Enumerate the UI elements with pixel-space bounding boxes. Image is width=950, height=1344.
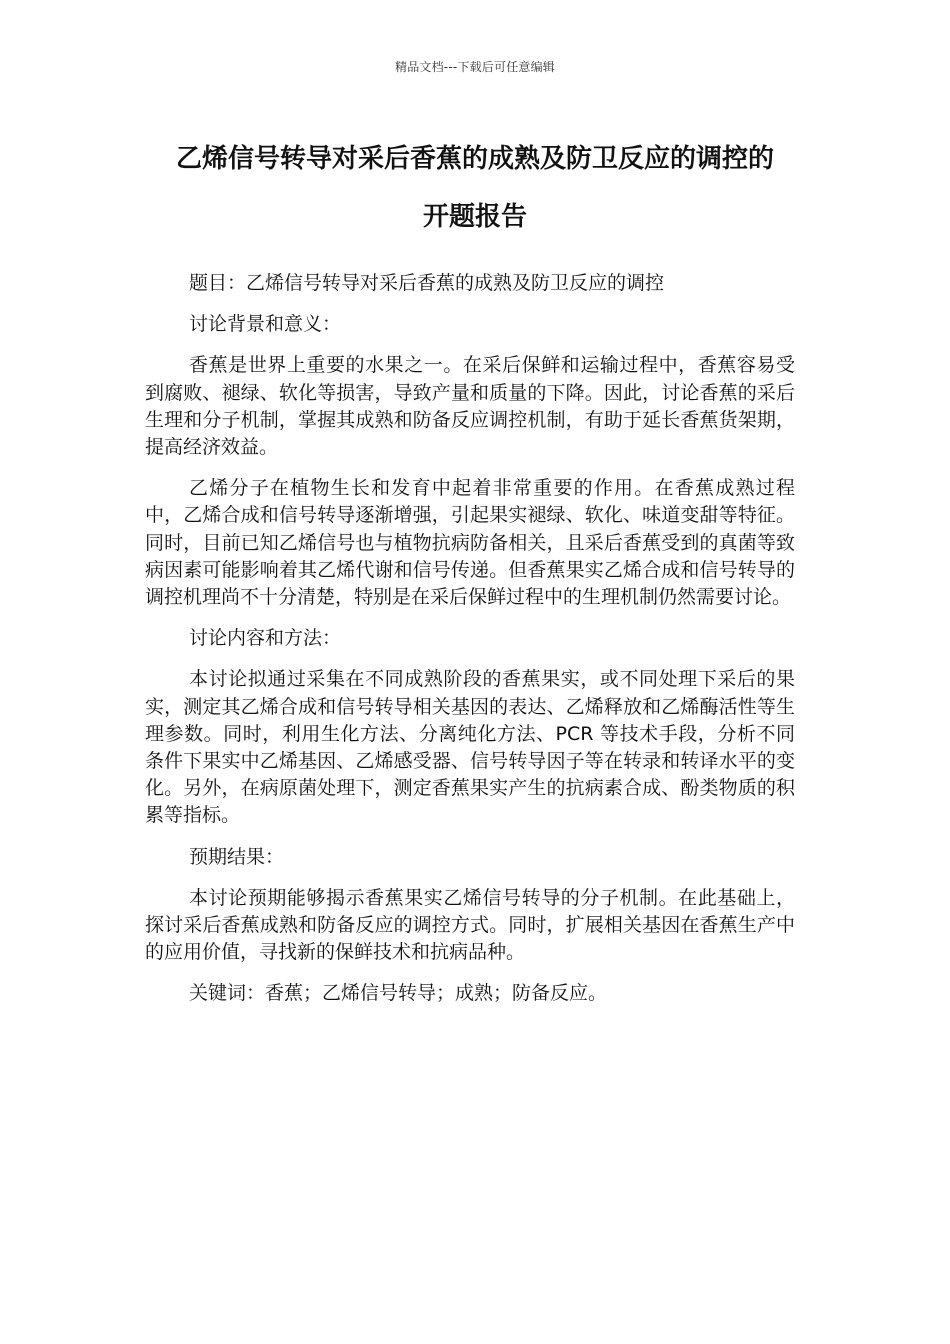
- background-paragraph-1: 香蕉是世界上重要的水果之一。在采后保鲜和运输过程中，香蕉容易受到腐败、褪绿、软化等损害，导致产量和质量的下降。因此，讨论香蕉的采后生理和分子机制，掌握其成熟和防备反应调控机制，有助于延长香蕉货架期，提高经济效益。: [145, 354, 795, 459]
- title-line-1: 乙烯信号转导对采后香蕉的成熟及防卫反应的调控的: [175, 144, 774, 174]
- header-note: 精品文档---下载后可任意编辑: [395, 60, 555, 74]
- topic-line: 题目：乙烯信号转导对采后香蕉的成熟及防卫反应的调控: [189, 272, 665, 294]
- title-line-2: 开题报告: [422, 202, 527, 232]
- background-paragraph-2: 乙烯分子在植物生长和发育中起着非常重要的作用。在香蕉成熟过程中，乙烯合成和信号转导逐渐增强，引起果实褪绿、软化、味道变甜等特征。同时，目前已知乙烯信号也与植物抗病防备相关，且采后香蕉受到的真菌等致病因素可能影响着其乙烯代谢和信号传递。但香蕉果实乙烯合成和信号转导的调控机理尚不十分清楚，特别是在采后保鲜过程中的生理机制仍然需要讨论。: [145, 477, 795, 609]
- background-heading: 讨论背景和意义：: [189, 313, 342, 336]
- methods-heading: 讨论内容和方法：: [189, 627, 342, 650]
- keywords-line: 关键词：香蕉；乙烯信号转导；成熟；防备反应。: [189, 982, 608, 1005]
- document-title: [120, 130, 830, 246]
- document-body: [145, 270, 795, 1022]
- results-paragraph: 本讨论预期能够揭示香蕉果实乙烯信号转导的分子机制。在此基础上，探讨采后香蕉成熟和防备反应的调控方式。同时，扩展相关基因在香蕉生产中的应用价值，寻找新的保鲜技术和抗病品种。: [145, 886, 795, 964]
- results-heading: 预期结果：: [189, 845, 285, 868]
- methods-paragraph: 本讨论拟通过采集在不同成熟阶段的香蕉果实，或不同处理下采后的果实，测定其乙烯合成和信号转导相关基因的表达、乙烯释放和乙烯酶活性等生理参数。同时，利用生化方法、分离纯化方法、PCR 等技术手段，分析不同条件下果实中乙烯基因、乙烯感受器、信号转导因子等在转录和转译水平的变化。另外，在病原菌处理下，测定香蕉果实产生的抗病素合成、酚类物质的积累等指标。: [145, 668, 795, 827]
